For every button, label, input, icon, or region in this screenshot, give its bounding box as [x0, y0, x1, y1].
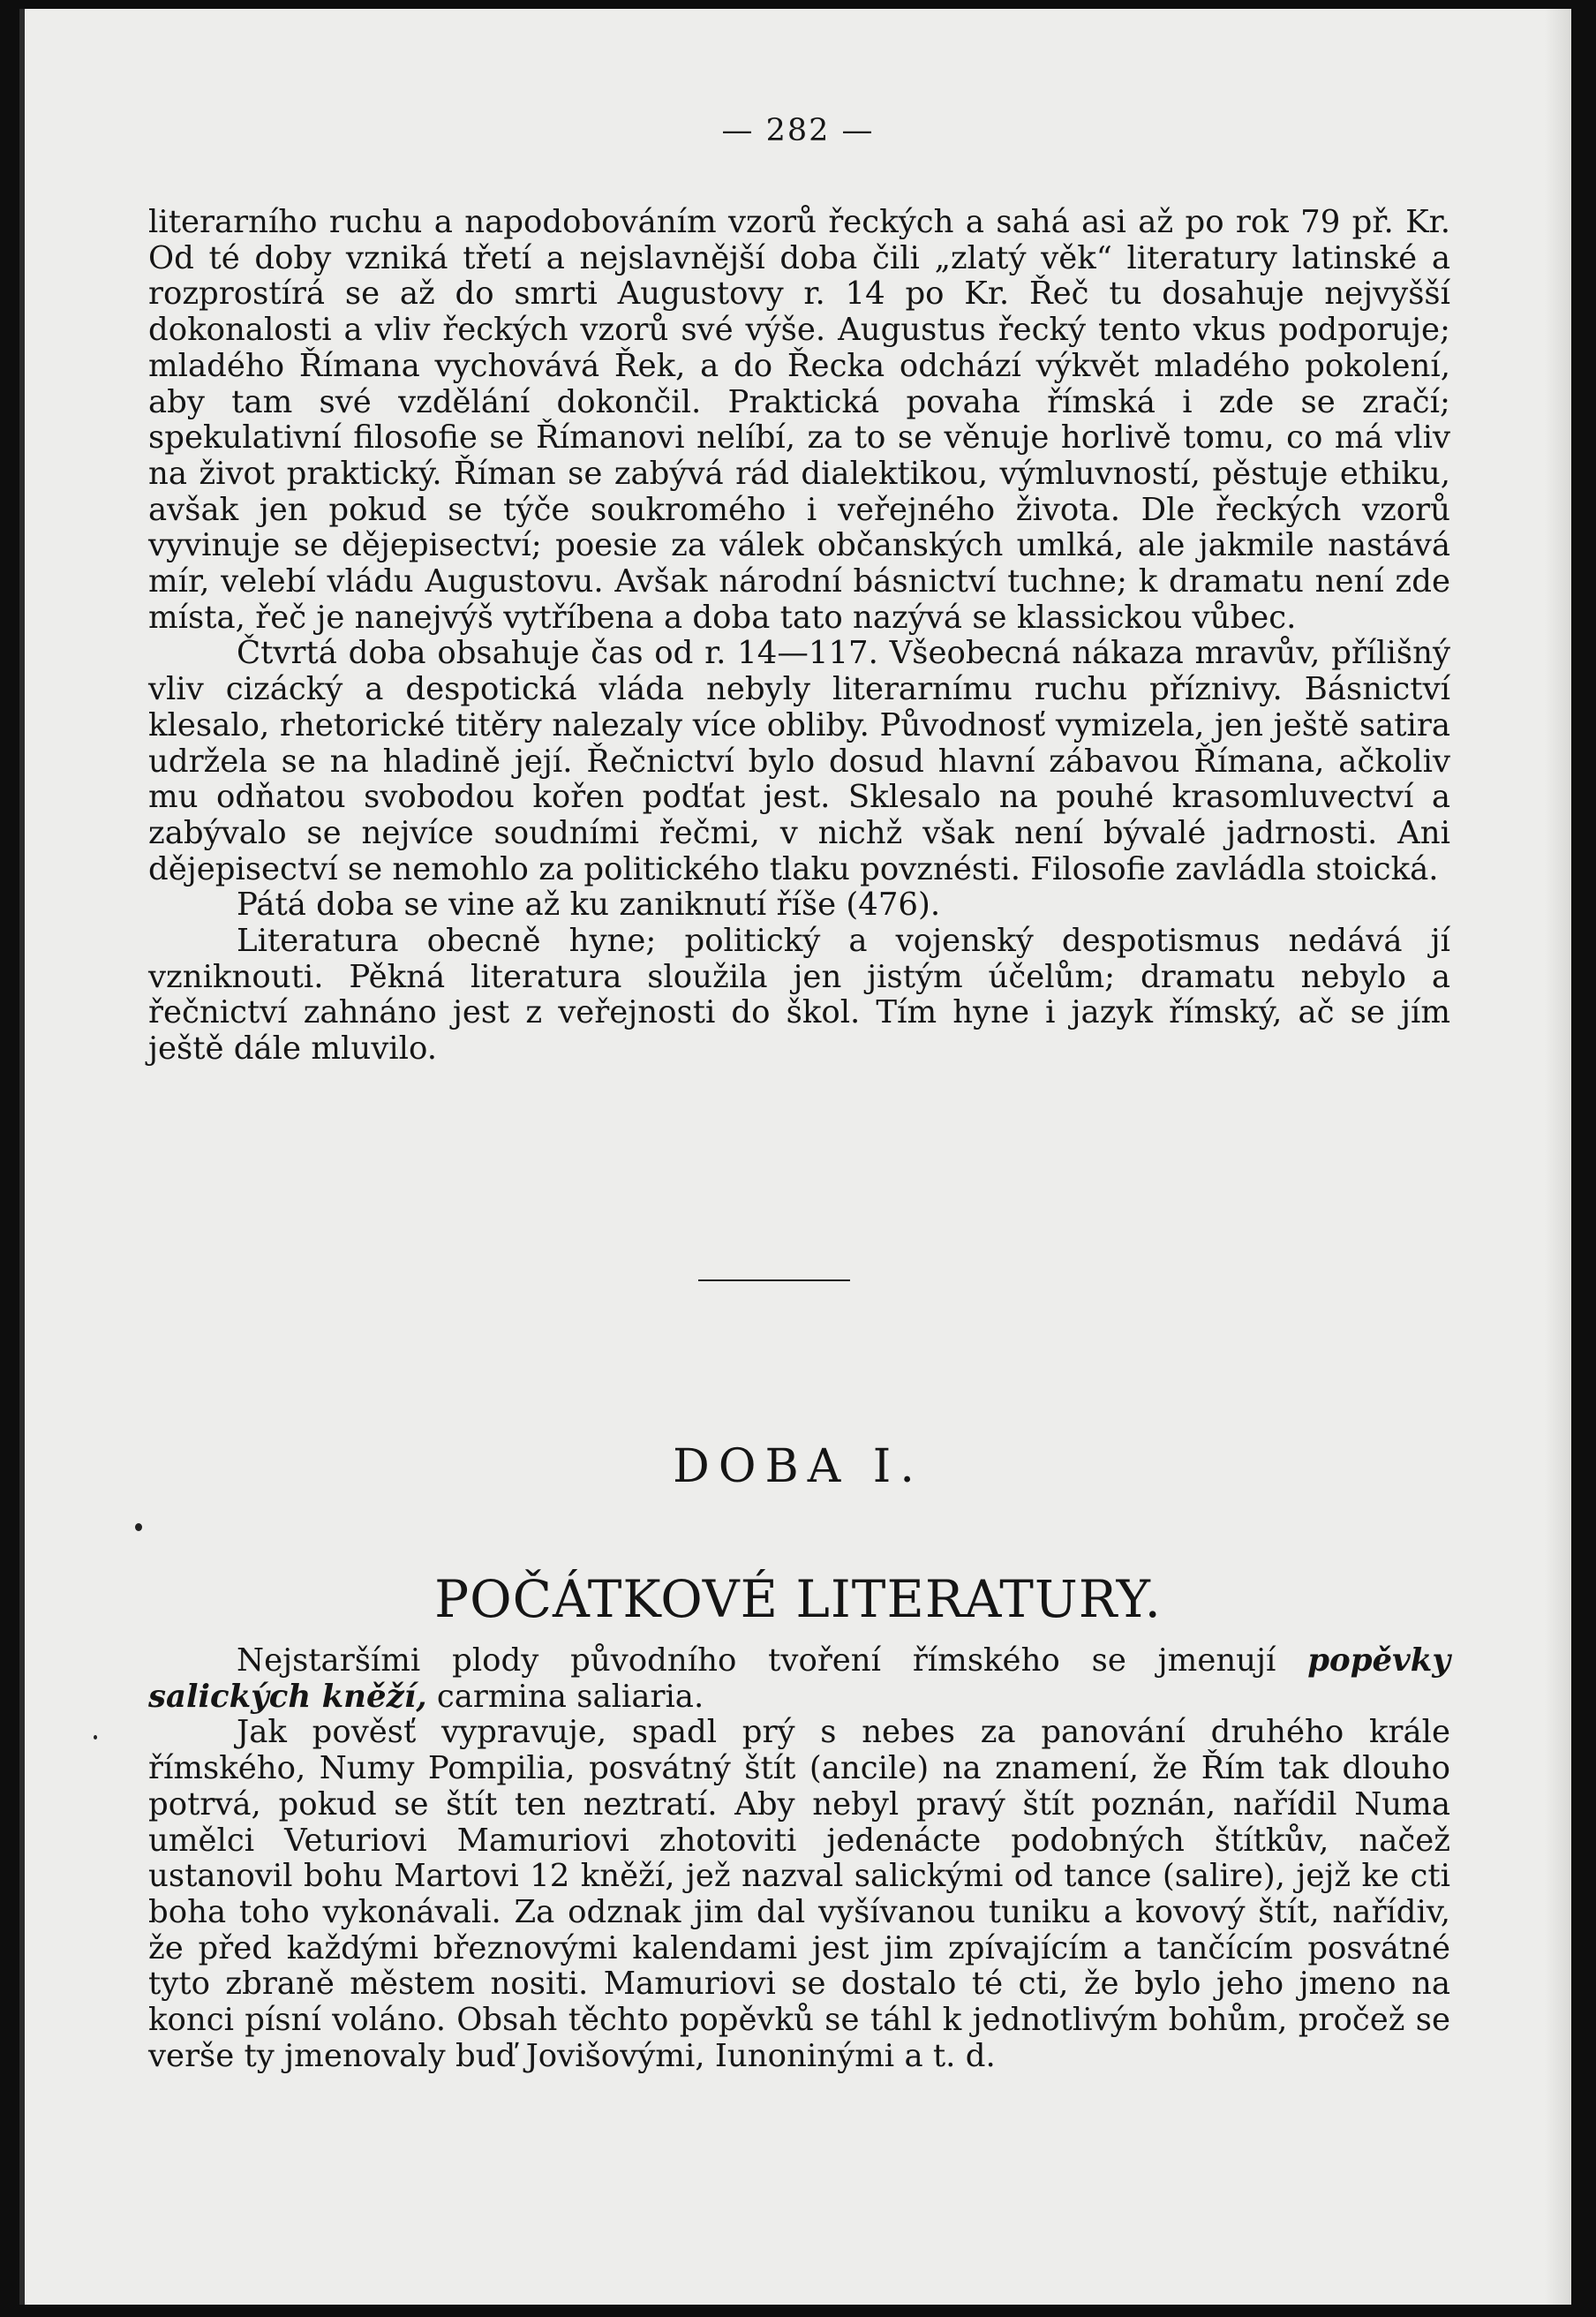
paragraph-5-end: carmina saliaria. [426, 1678, 704, 1715]
part-title: DOBA I. [673, 1440, 923, 1494]
section-2-body [148, 1643, 1450, 2074]
paragraph-5-start: Nejstaršími plody původního tvoření římského se jmenují [237, 1642, 1308, 1679]
paragraph-1: literarního ruchu a napodobováním vzorů řeckých a sahá asi až po rok 79 př. Kr. Od té doby vzniká třetí a nejslavnější doba čili „zlatý věk“ literatury latinské a rozprostírá se až do smrti Augustovy r. 14 po Kr. Řeč tu dosahuje nejvyšší dokonalosti a vliv řeckých vzorů své výše. Augustus řecký tento vkus podporuje; mladého Římana vychovává Řek, a do Řecka odchází výkvět mladého pokolení, aby tam své vzdělání dokončil. Praktická povaha římská i zde se zračí; spekulativní filosofie se Římanovi nelíbí, za to se věnuje horlivě tomu, co má vliv na život praktický. Říman se zabývá rád dialektikou, výmluvností, pěstuje ethiku, avšak jen pokud se týče soukromého i veřejného života. Dle řeckých vzorů vyvinuje se dějepisectví; poesie za válek občanských umlká, ale jakmile nastává mír, velebí vládu Augustovu. Avšak národní básnictví tuchne; k dramatu není zde místa, řeč je nanejvýš vytříbena a doba tato nazývá se klassickou vůbec. [148, 204, 1450, 636]
paragraph-4: Literatura obecně hyne; politický a vojenský despotismus nedává jí vzniknouti. Pěkná literatura sloužila jen jistým účelům; dramatu nebylo a řečnictví zahnáno jest z veřejnosti do škol. Tím hyne i jazyk římský, ač se jím ještě dále mluvilo. [148, 923, 1450, 1068]
ink-speck [94, 1735, 97, 1740]
book-page [19, 9, 1571, 2305]
chapter-title: POČÁTKOVÉ LITERATURY. [434, 1568, 1162, 1629]
ink-speck [135, 1523, 142, 1531]
paragraph-6: Jak pověsť vypravuje, spadl prý s nebes za panování druhého krále římského, Numy Pompilia, posvátný štít (ancile) na znamení, že Řím tak dlouho potrvá, pokud se štít ten neztratí. Aby nebyl pravý štít poznán, nařídil Numa umělci Veturiovi Mamuriovi zhotoviti jedenácte podobných štítkův, načež ustanovil bohu Martovi 12 kněží, jež nazval salickými od tance (salire), jejž ke cti boha toho vykonávali. Za odznak jim dal vyšívanou tuniku a kovový štít, nařídiv, že před každými březnovými kalendami jest jim zpívajícím a tančícím posvátné tyto zbraně městem nositi. Mamuriovi se dostalo té cti, že bylo jeho jmeno na konci písní voláno. Obsah těchto popěvků se táhl k jednotlivým bohům, pročež se verše ty jmenovaly buď Jovišovými, Iunoninými a t. d. [148, 1714, 1450, 2074]
ink-speck [1556, 2183, 1562, 2197]
paragraph-3: Pátá doba se vine až ku zaniknutí říše (476). [237, 887, 941, 924]
section-divider [698, 1279, 850, 1281]
section-1-body [148, 205, 1450, 1068]
paragraph-5 [148, 1643, 1450, 1715]
paragraph-2: Čtvrtá doba obsahuje čas od r. 14—117. Všeobecná nákaza mravův, přílišný vliv cizácký a despotická vláda nebyly literarnímu ruchu příznivy. Básnictví klesalo, rhetorické titěry nalezaly více obliby. Původnosť vymizela, jen ještě satira udržela se na hladině její. Řečnictví bylo dosud hlavní zábavou Římana, ačkoliv mu odňatou svobodou kořen podťat jest. Sklesalo na pouhé krasomluvectví a zabývalo se nejvíce soudními řečmi, v nichž však není bývalé jadrnosti. Ani dějepisectví se nemohlo za politického tlaku povznésti. Filosofie zavládla stoická. [148, 635, 1450, 887]
page-number: — 282 — [721, 113, 875, 148]
emphasis-popevky: popěvky salických kněží, [148, 1642, 1450, 1715]
